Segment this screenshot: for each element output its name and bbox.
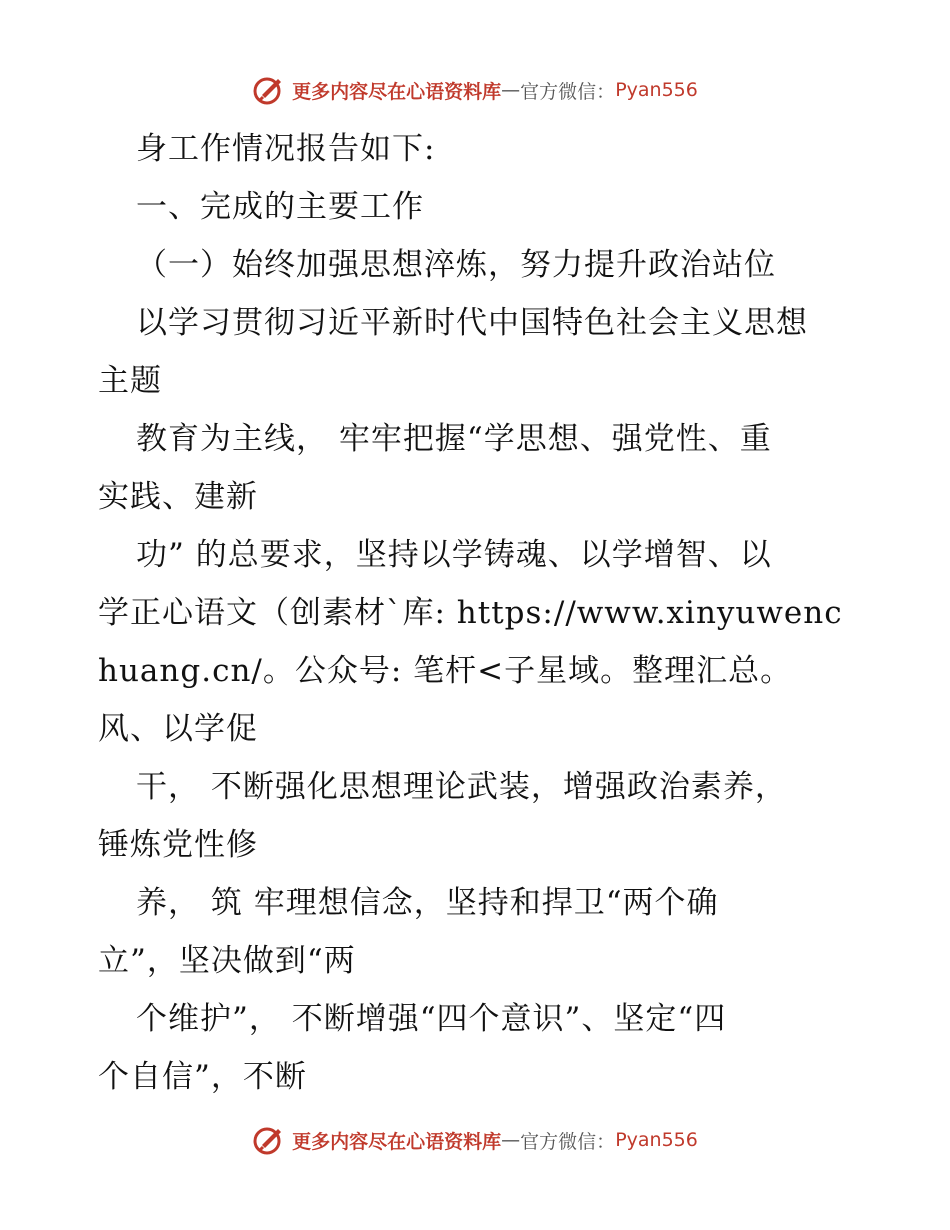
section-heading: 一、完成的主要工作: [136, 189, 424, 225]
banner-main-text: 更多内容尽在心语资料库: [292, 80, 502, 103]
text-line: 功” 的总要求，坚持以学铸魂、以学增智、以: [136, 537, 772, 573]
subsection-heading: （一）始终加强思想淬炼，努力提升政治站位: [136, 247, 776, 283]
text-line: 学正心语文（创素材`库: https://www.xinyuwenc: [98, 595, 843, 631]
text-line: 个自信”，不断: [98, 1059, 307, 1095]
text-line: 锤炼党性修: [98, 827, 258, 863]
banner-official-text: 官方微信：: [520, 80, 616, 103]
text-line: 个维护”， 不断增强“四个意识”、坚定“四: [136, 1001, 727, 1037]
text-line: 立”，坚决做到“两: [98, 943, 356, 979]
text-line: 身工作情况报告如下:: [136, 131, 436, 167]
text-line: 实践、建新: [98, 479, 258, 515]
banner-wechat-id: Pyan556: [615, 79, 698, 101]
banner-dash: —: [501, 79, 521, 101]
banner-wechat-id: Pyan556: [615, 1129, 698, 1151]
text-line: huang.cn/。公众号: 笔杆<子星域。整理汇总。: [98, 653, 793, 689]
brush-logo-icon: [252, 73, 286, 107]
text-line: 养， 筑 牢理想信念，坚持和捍卫“两个确: [136, 885, 719, 921]
header-banner: [0, 72, 950, 108]
document-body: [98, 120, 858, 1106]
banner-official-text: 官方微信：: [520, 1130, 616, 1153]
text-line: 以学习贯彻习近平新时代中国特色社会主义思想: [136, 305, 808, 341]
text-line: 干， 不断强化思想理论武装，增强政治素养，: [136, 769, 787, 805]
footer-banner: [0, 1122, 950, 1158]
banner-dash: —: [501, 1129, 521, 1151]
brush-logo-icon: [252, 1123, 286, 1157]
text-line: 主题: [98, 363, 162, 399]
banner-main-text: 更多内容尽在心语资料库: [292, 1130, 502, 1153]
text-line: 教育为主线， 牢牢把握“学思想、强党性、重: [136, 421, 772, 457]
text-line: 风、以学促: [98, 711, 258, 747]
